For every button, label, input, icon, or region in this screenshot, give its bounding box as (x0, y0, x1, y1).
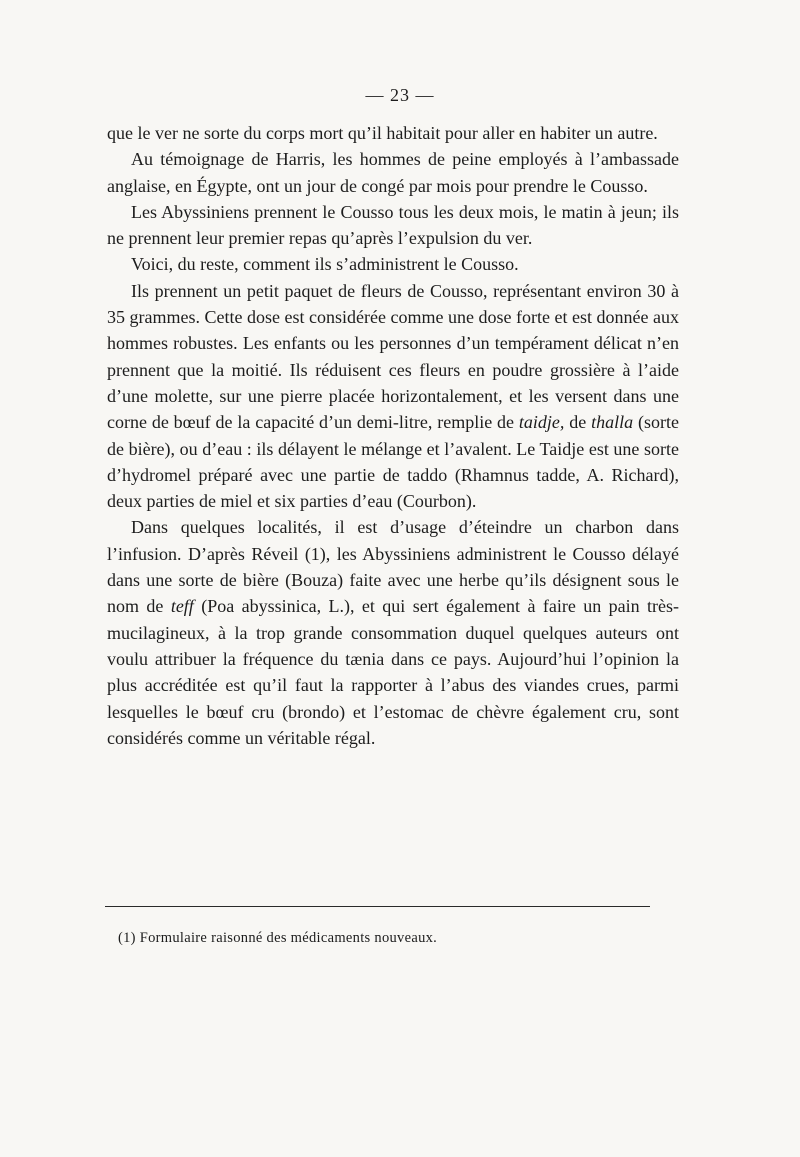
text-run: Ils prennent un petit paquet de fleurs de Cousso, représentant environ 30 à 35 grammes. Cette dose est considérée comme une dose forte et est donnée aux hommes robustes. Les enfants ou les personnes d’un tempérament délicat n’en prennent que la moitié. Ils réduisent ces fleurs en poudre grossière à l’aide d’une molette, sur une pierre placée horizontalement, et les versent dans une corne de bœuf de la capacité d’un demi-litre, remplie de (107, 280, 679, 433)
text-run: de (564, 412, 592, 433)
footnote: (1) Formulaire raisonné des médicaments nouveaux. (118, 930, 438, 946)
text-run: Les Abyssiniens prennent le Cousso tous les deux mois, le matin à jeun; ils ne prennent leur premier repas qu’après l’expulsion du ver. (107, 201, 679, 249)
text-run: Au témoignage de Harris, les hommes de peine employés à l’ambassade anglaise, en Égypte, ont un jour de congé par mois pour prendre le Cousso. (107, 149, 679, 196)
paragraph (107, 146, 679, 199)
paragraph (107, 514, 679, 751)
italic-term: thalla (591, 412, 634, 433)
text-run: que le ver ne sorte du corps mort qu’il habitait pour aller en habiter un autre. (107, 123, 658, 143)
italic-term: teff (170, 596, 194, 617)
paragraph (107, 278, 679, 515)
italic-term: taidje, (518, 412, 565, 433)
paragraph (107, 251, 679, 277)
text-run: Dans quelques localités, il est d’usage d’éteindre un charbon dans l’infusion. D’après Réveil (1), les Abyssiniens administrent le Cousso délayé dans une sorte de bière (Bouza) faite avec une herbe qu’ils désignent sous le nom de (107, 517, 679, 617)
paragraph (107, 120, 679, 146)
text-run: Voici, du reste, comment ils s’administrent le Cousso. (131, 254, 519, 275)
body-text (107, 120, 679, 751)
paragraph (107, 199, 679, 252)
text-run: (sorte de bière), ou d’eau : ils délayent le mélange et l’avalent. Le Taidje est une sorte d’hydromel préparé avec une partie de taddo (Rhamnus tadde, A. Richard), deux parties de miel et six parties d’eau (Courbon). (107, 412, 679, 512)
text-run: (Poa abyssinica, L.), et qui sert également à faire un pain très-mucilagineux, à la trop grande consommation duquel quelques auteurs ont voulu attribuer la fréquence du tænia dans ce pays. Aujourd’hui l’opinion la plus accréditée est qu’il faut la rapporter à l’abus des viandes crues, parmi lesquelles le bœuf cru (brondo) et l’estomac de chèvre également cru, sont considérés comme un véritable régal. (107, 596, 679, 748)
footnote-separator (105, 906, 650, 907)
page-number: — 23 — (365, 85, 435, 105)
